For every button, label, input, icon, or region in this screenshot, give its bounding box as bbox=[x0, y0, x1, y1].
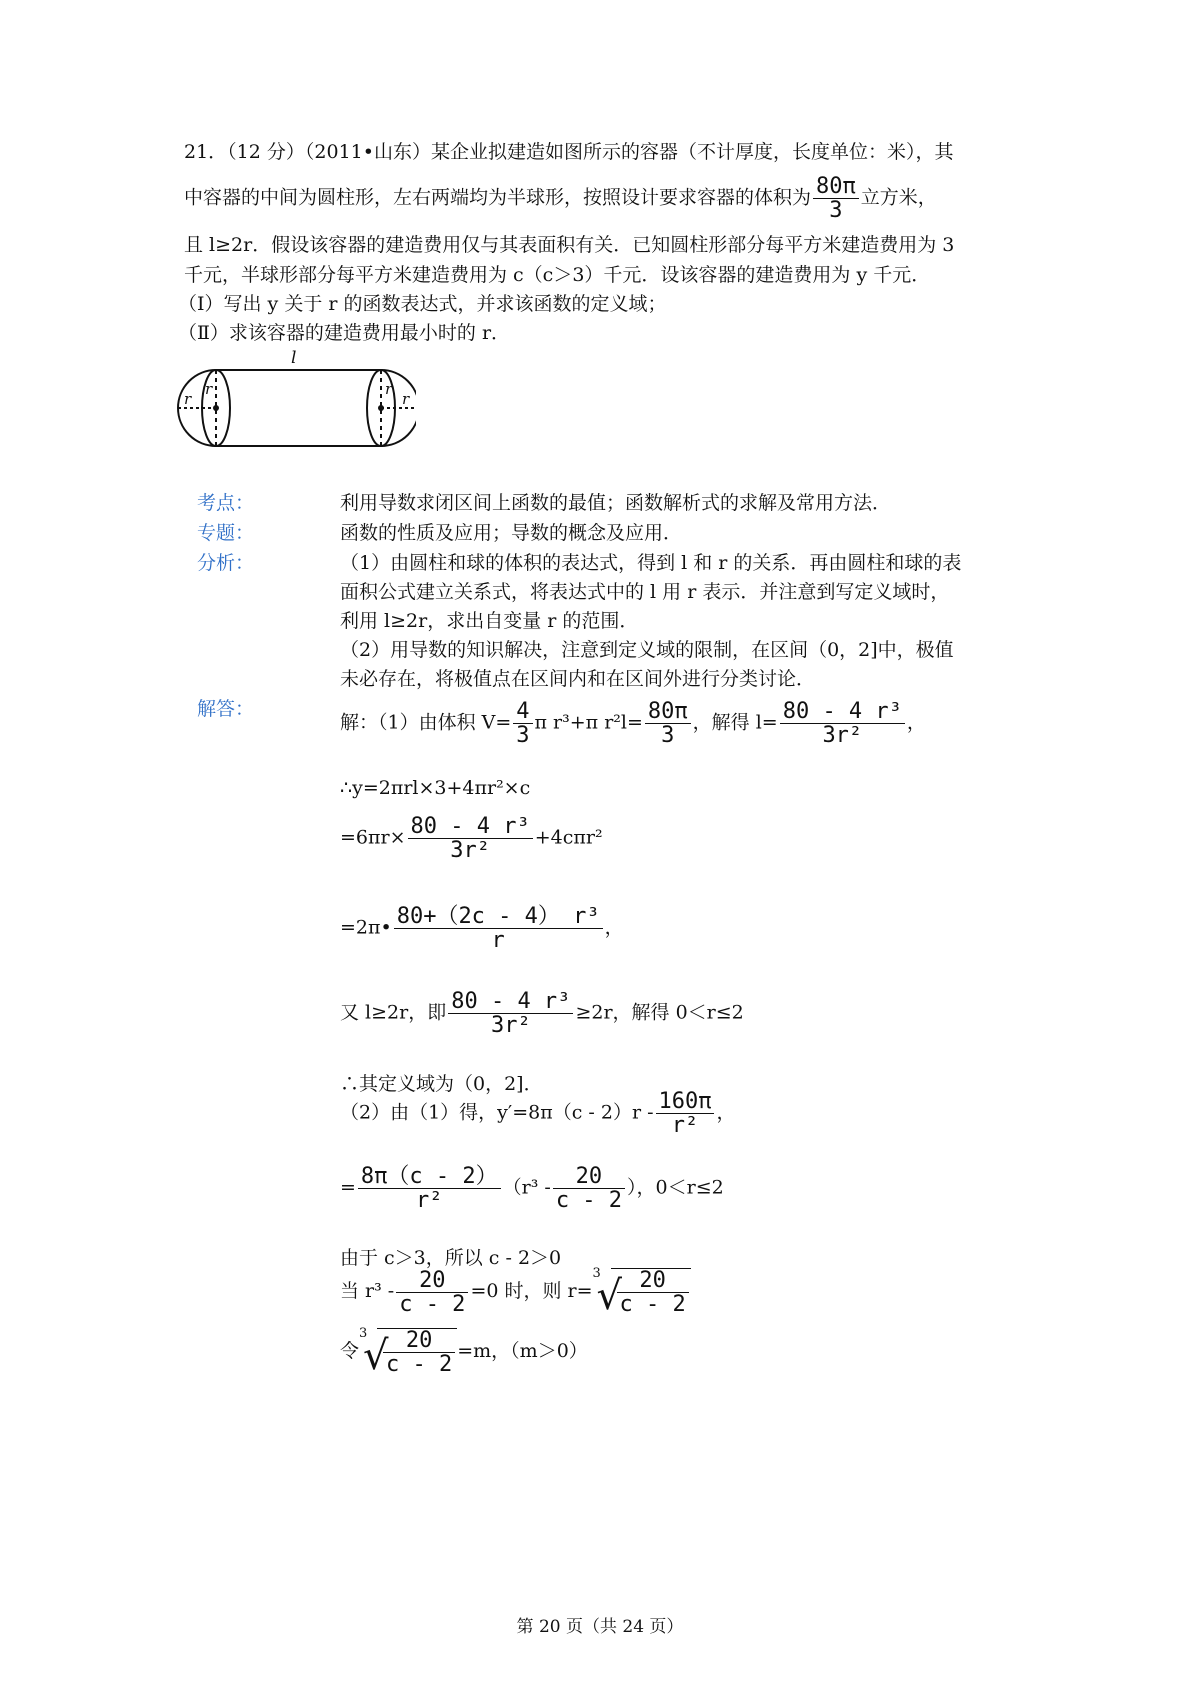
s10-root-frac bbox=[617, 1269, 689, 1316]
problem-line-1: 21．（12 分）（2011•山东）某企业拟建造如图所示的容器（不计厚度，长度单位：米），其 bbox=[184, 141, 954, 163]
solution-line-10 bbox=[340, 1268, 691, 1316]
s1-frac-3-num: 80 - 4 r³ bbox=[780, 700, 905, 724]
s1-pre: 解：（1）由体积 V= bbox=[340, 711, 512, 734]
s4-frac-den: r bbox=[491, 928, 505, 954]
s8-pre: = bbox=[340, 1176, 356, 1199]
solution-line-1 bbox=[340, 700, 926, 747]
s11-end: =m，（m＞0） bbox=[457, 1340, 588, 1363]
s4-pre: =2π• bbox=[340, 916, 392, 939]
label-l: l bbox=[291, 350, 297, 368]
solution-line-4 bbox=[340, 905, 624, 952]
s1-frac-2-num: 80π bbox=[645, 700, 691, 724]
s10-root-num: 20 bbox=[617, 1269, 689, 1293]
s10-frac-den: c - 2 bbox=[399, 1291, 466, 1317]
fenxi-line-2: 面积公式建立关系式，将表达式中的 l 用 r 表示．并注意到写定义域时， bbox=[340, 581, 950, 603]
s11-cube-root bbox=[359, 1328, 457, 1376]
s8-frac-2 bbox=[553, 1165, 625, 1212]
s5-end: ≥2r，解得 0＜r≤2 bbox=[575, 1001, 744, 1024]
solution-line-5 bbox=[340, 990, 744, 1037]
zhuanti-text: 函数的性质及应用；导数的概念及应用． bbox=[340, 522, 683, 544]
s10-root-index: √ 3 bbox=[592, 1266, 601, 1281]
s8-frac-1-den: r² bbox=[416, 1188, 443, 1214]
problem-part-2: （Ⅱ）求该容器的建造费用最小时的 r． bbox=[178, 322, 511, 344]
solution-line-9: 由于 c＞3，所以 c - 2＞0 bbox=[340, 1247, 562, 1269]
s4-frac-num: 80+（2c - 4） r³ bbox=[394, 905, 603, 929]
s1-mid: π r³+π r²l= bbox=[534, 711, 643, 734]
s8-frac-1 bbox=[358, 1165, 501, 1212]
s1-frac-3 bbox=[780, 700, 905, 747]
s8-frac-2-den: c - 2 bbox=[555, 1188, 623, 1214]
kaodian-text: 利用导数求闭区间上函数的最值；函数解析式的求解及常用方法． bbox=[340, 492, 892, 514]
problem-line-4: 千元，半球形部分每平方米建造费用为 c（c＞3）千元．设该容器的建造费用为 y 千元． bbox=[184, 264, 931, 286]
s7-frac-den: r² bbox=[671, 1113, 699, 1139]
fenxi-line-5: 未必存在，将极值点在区间内和在区间外进行分类讨论． bbox=[340, 668, 816, 690]
problem-line-2-text-b: 立方米， bbox=[860, 186, 937, 209]
solution-line-11 bbox=[340, 1328, 588, 1376]
solution-line-7 bbox=[340, 1090, 736, 1137]
s1-frac-3-den: 3r² bbox=[822, 723, 863, 749]
s7-pre: （2）由（1）得，y′=8π（c - 2）r - bbox=[340, 1101, 654, 1124]
s10-mid: =0 时，则 r= bbox=[470, 1280, 593, 1303]
problem-line-2 bbox=[184, 175, 937, 222]
s1-end: ， bbox=[906, 711, 926, 734]
solution-line-3 bbox=[340, 815, 603, 862]
label-r-right-inner: r bbox=[385, 380, 393, 398]
s8-frac-1-num: 8π（c - 2） bbox=[358, 1165, 501, 1189]
s1-frac-2-den: 3 bbox=[661, 723, 675, 749]
jieda-label: 解答： bbox=[197, 698, 255, 720]
s1-mid-2: ，解得 l= bbox=[692, 711, 778, 734]
s8-end: ），0＜r≤2 bbox=[627, 1176, 724, 1199]
s3-pre: =6πr× bbox=[340, 826, 406, 849]
s3-frac-num: 80 - 4 r³ bbox=[408, 815, 533, 839]
s7-frac-num: 160π bbox=[656, 1090, 715, 1114]
s4-end: ， bbox=[604, 916, 624, 939]
s10-cube-root bbox=[593, 1268, 691, 1316]
s1-frac-1-den: 3 bbox=[516, 723, 530, 749]
s8-mid: （r³ - bbox=[502, 1176, 551, 1199]
zhuanti-label: 专题： bbox=[197, 522, 255, 544]
label-r-left-inner: r bbox=[205, 380, 213, 398]
fenxi-line-3: 利用 l≥2r，求出自变量 r 的范围． bbox=[340, 610, 639, 632]
s11-pre: 令 bbox=[340, 1340, 360, 1363]
s10-pre: 当 r³ - bbox=[340, 1280, 395, 1303]
s5-pre: 又 l≥2r，即 bbox=[340, 1001, 447, 1024]
s3-frac bbox=[408, 815, 533, 862]
s5-frac bbox=[448, 990, 573, 1037]
s3-frac-den: 3r² bbox=[450, 838, 490, 864]
label-r-right-outer: r bbox=[402, 390, 410, 408]
s1-frac-2 bbox=[645, 700, 691, 747]
s7-frac bbox=[656, 1090, 715, 1137]
s10-root-den: c - 2 bbox=[619, 1292, 686, 1318]
s11-root-index: √ 3 bbox=[359, 1326, 368, 1341]
label-r-left-outer: r bbox=[184, 390, 192, 408]
s11-root-num: 20 bbox=[383, 1329, 455, 1353]
solution-line-8 bbox=[340, 1165, 724, 1212]
s1-frac-1 bbox=[513, 700, 532, 747]
fenxi-line-4: （2）用导数的知识解决，注意到定义域的限制，在区间（0，2]中，极值 bbox=[340, 639, 954, 661]
solution-line-2: ∴y=2πrl×3+4πr²×c bbox=[340, 777, 531, 799]
problem-line-3: 且 l≥2r．假设该容器的建造费用仅与其表面积有关．已知圆柱形部分每平方米建造费用为 3 bbox=[184, 234, 955, 256]
container-figure bbox=[176, 350, 416, 450]
s8-frac-2-num: 20 bbox=[553, 1165, 625, 1189]
s4-frac bbox=[394, 905, 603, 952]
s3-end: +4cπr² bbox=[534, 826, 603, 849]
fenxi-line-1: （1）由圆柱和球的体积的表达式，得到 l 和 r 的关系．再由圆柱和球的表 bbox=[340, 552, 962, 574]
solution-line-6: ∴其定义域为（0，2]． bbox=[340, 1073, 543, 1095]
s10-frac-num: 20 bbox=[396, 1269, 468, 1293]
s1-frac-1-num: 4 bbox=[513, 700, 532, 724]
volume-fraction bbox=[813, 175, 859, 222]
problem-line-2-text-a: 中容器的中间为圆柱形，左右两端均为半球形，按照设计要求容器的体积为 bbox=[184, 186, 812, 209]
s5-frac-num: 80 - 4 r³ bbox=[448, 990, 573, 1014]
kaodian-label: 考点： bbox=[197, 492, 255, 514]
fenxi-label: 分析： bbox=[197, 552, 255, 574]
volume-numerator: 80π bbox=[813, 175, 859, 199]
s11-root-den: c - 2 bbox=[386, 1352, 453, 1378]
volume-denominator: 3 bbox=[829, 198, 843, 224]
s10-frac bbox=[396, 1269, 468, 1316]
problem-part-1: （Ⅰ）写出 y 关于 r 的函数表达式，并求该函数的定义域； bbox=[178, 293, 667, 315]
s5-frac-den: 3r² bbox=[490, 1013, 531, 1039]
page-footer: 第 20 页（共 24 页） bbox=[516, 1617, 684, 1637]
s11-root-frac bbox=[383, 1329, 455, 1376]
s7-end: ， bbox=[716, 1101, 736, 1124]
